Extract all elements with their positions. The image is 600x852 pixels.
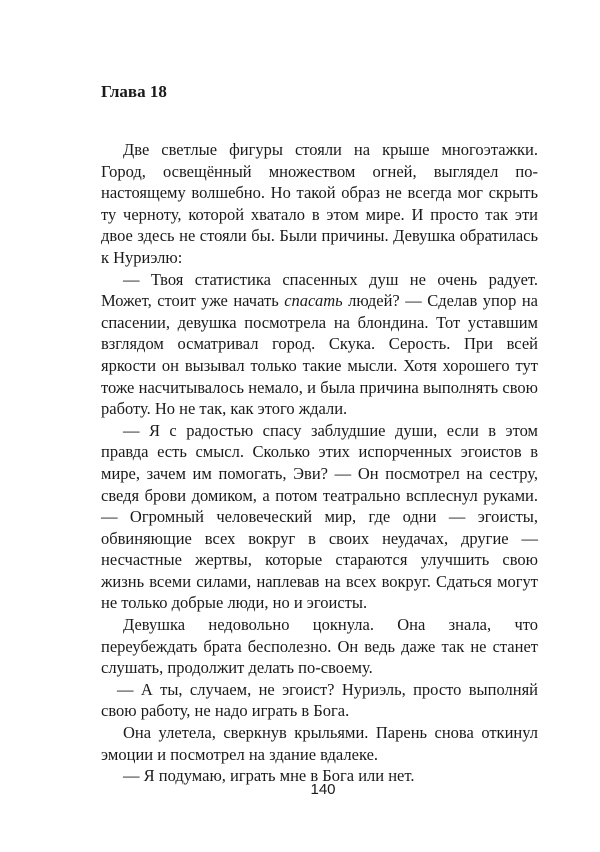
paragraph [101, 269, 538, 420]
paragraph: — А ты, случаем, не эгоист? Нуриэль, просто выполняй свою работу, не надо играть в Бога. [101, 679, 538, 721]
paragraph-text: — Твоя статистика спасенных душ не очень радует. Может, стоит уже начать [101, 269, 538, 311]
paragraph: Две светлые фигуры стояли на крыше многоэтажки. Город, освещённый множеством огней, выглядел по-настоящему волшебно. Но такой образ не всегда мог скрыть ту черноту, которой хватало в этом мире. И просто так эти двое здесь не стояли бы. Были причины. Девушка обратилась к Нуриэлю: [101, 140, 538, 267]
chapter-body [101, 139, 538, 787]
page-number: 140 [310, 781, 336, 798]
paragraph: Девушка недовольно цокнула. Она знала, что переубеждать брата бесполезно. Он ведь даже так не станет слушать, продолжит делать по-своему. [101, 615, 538, 678]
emphasized-word: спасать [284, 291, 343, 311]
paragraph: — Я с радостью спасу заблудшие души, если в этом правда есть смысл. Сколько этих испорченных эгоистов в мире, зачем им помогать, Эви? — Он посмотрел на сестру, сведя брови домиком, а потом театрально всплеснул руками. — Огромный человеческий мир, где одни — эгоисты, обвиняющие всех вокруг в своих неудачах, другие — несчастные жертвы, которые стараются улучшить свою жизнь всеми силами, наплевав на всех вокруг. Сдаться могут не только добрые люди, но и эгоисты. [101, 420, 538, 613]
paragraph-text: людей? — Сделав упор на спасении, девушка посмотрела на блондина. Тот уставшим взглядом осматривал город. Скука. Серость. При всей яркости он вызывал только такие мысли. Хотя хорошего тут тоже насчитывалось немало, и была причина выполнять свою работу. Но не так, как этого ждали. [101, 291, 538, 419]
paragraph: Она улетела, сверкнув крыльями. Парень снова откинул эмоции и посмотрел на здание вдалеке. [101, 723, 538, 764]
paragraph: — Я подумаю, играть мне в Бога или нет. [123, 766, 415, 786]
chapter-title: Глава 18 [101, 82, 167, 101]
